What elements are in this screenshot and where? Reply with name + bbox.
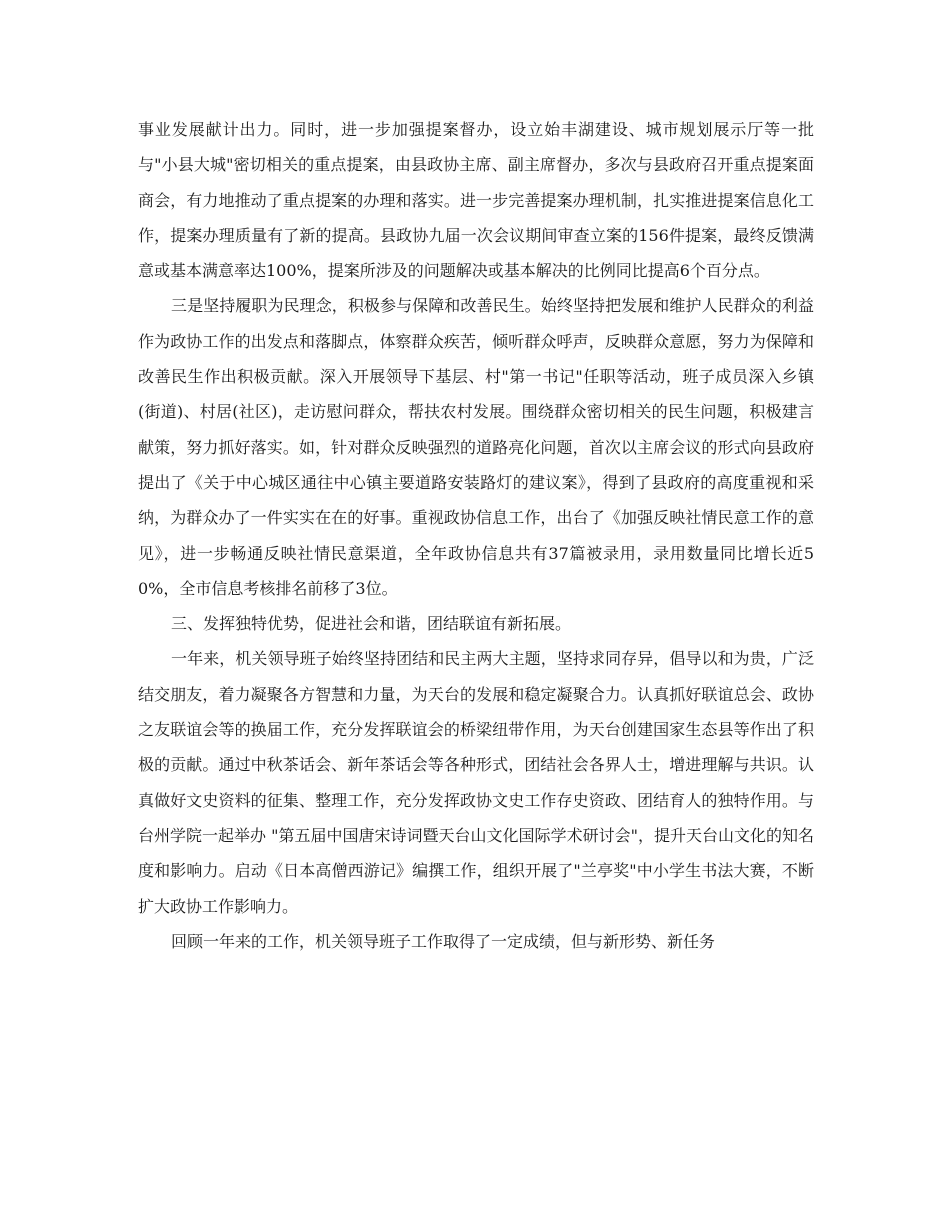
section-heading-unity: 三、发挥独特优势，促进社会和谐，团结联谊有新拓展。 xyxy=(171,614,572,634)
paragraph-livelihood: 三是坚持履职为民理念，积极参与保障和改善民生。始终坚持把发展和维护人民群众的利益作为政协工作的出发点和落脚点，体察群众疾苦，倾听群众呼声，反映群众意愿，努力为保障和改善民生作出积极贡献。深入开展领导下基层、村"第一书记"任职等活动，班子成员深入乡镇(街道)、村居(社区)，走访慰问群众，帮扶农村发展。围绕群众密切相关的民生问题，积极建言献策，努力抓好落实。如，针对群众反映强烈的道路亮化问题，首次以主席会议的形式向县政府提出了《关于中心城区通往中心镇主要道路安装路灯的建议案》，得到了县政府的高度重视和采纳，为群众办了一件实实在在的好事。重视政协信息工作，出台了《加强反映社情民意工作的意见》，进一步畅通反映社情民意渠道，全年政协信息共有37篇被录用，录用数量同比增长近50%，全市信息考核排名前移了3位。 xyxy=(138,296,814,598)
paragraph-proposal-supervision: 事业发展献计出力。同时，进一步加强提案督办，设立始丰湖建设、城市规划展示厅等一批与"小县大城"密切相关的重点提案，由县政协主席、副主席督办，多次与县政府召开重点提案面商会，有力地推动了重点提案的办理和落实。进一步完善提案办理机制，扎实推进提案信息化工作，提案办理质量有了新的提高。县政协九届一次会议期间审查立案的156件提案，最终反馈满意或基本满意率达100%，提案所涉及的问题解决或基本解决的比例同比提高6个百分点。 xyxy=(138,120,814,281)
document-body xyxy=(138,112,814,959)
paragraph-unity-work: 一年来，机关领导班子始终坚持团结和民主两大主题，坚持求同存异，倡导以和为贵，广泛结交朋友，着力凝聚各方智慧和力量，为天台的发展和稳定凝聚合力。认真抓好联谊总会、政协之友联谊会等的换届工作，充分发挥联谊会的桥梁纽带作用，为天台创建国家生态县等作出了积极的贡献。通过中秋茶话会、新年茶话会等各种形式，团结社会各界人士，增进理解与共识。认真做好文史资料的征集、整理工作，充分发挥政协文史工作存史资政、团结育人的独特作用。与台州学院一起举办 "第五届中国唐宋诗词暨天台山文化国际学术研讨会"，提升天台山文化的知名度和影响力。启动《日本高僧西游记》编撰工作，组织开展了"兰亭奖"中小学生书法大赛，不断扩大政协工作影响力。 xyxy=(138,649,814,916)
paragraph-review: 回顾一年来的工作，机关领导班子工作取得了一定成绩，但与新形势、新任务 xyxy=(171,931,716,951)
